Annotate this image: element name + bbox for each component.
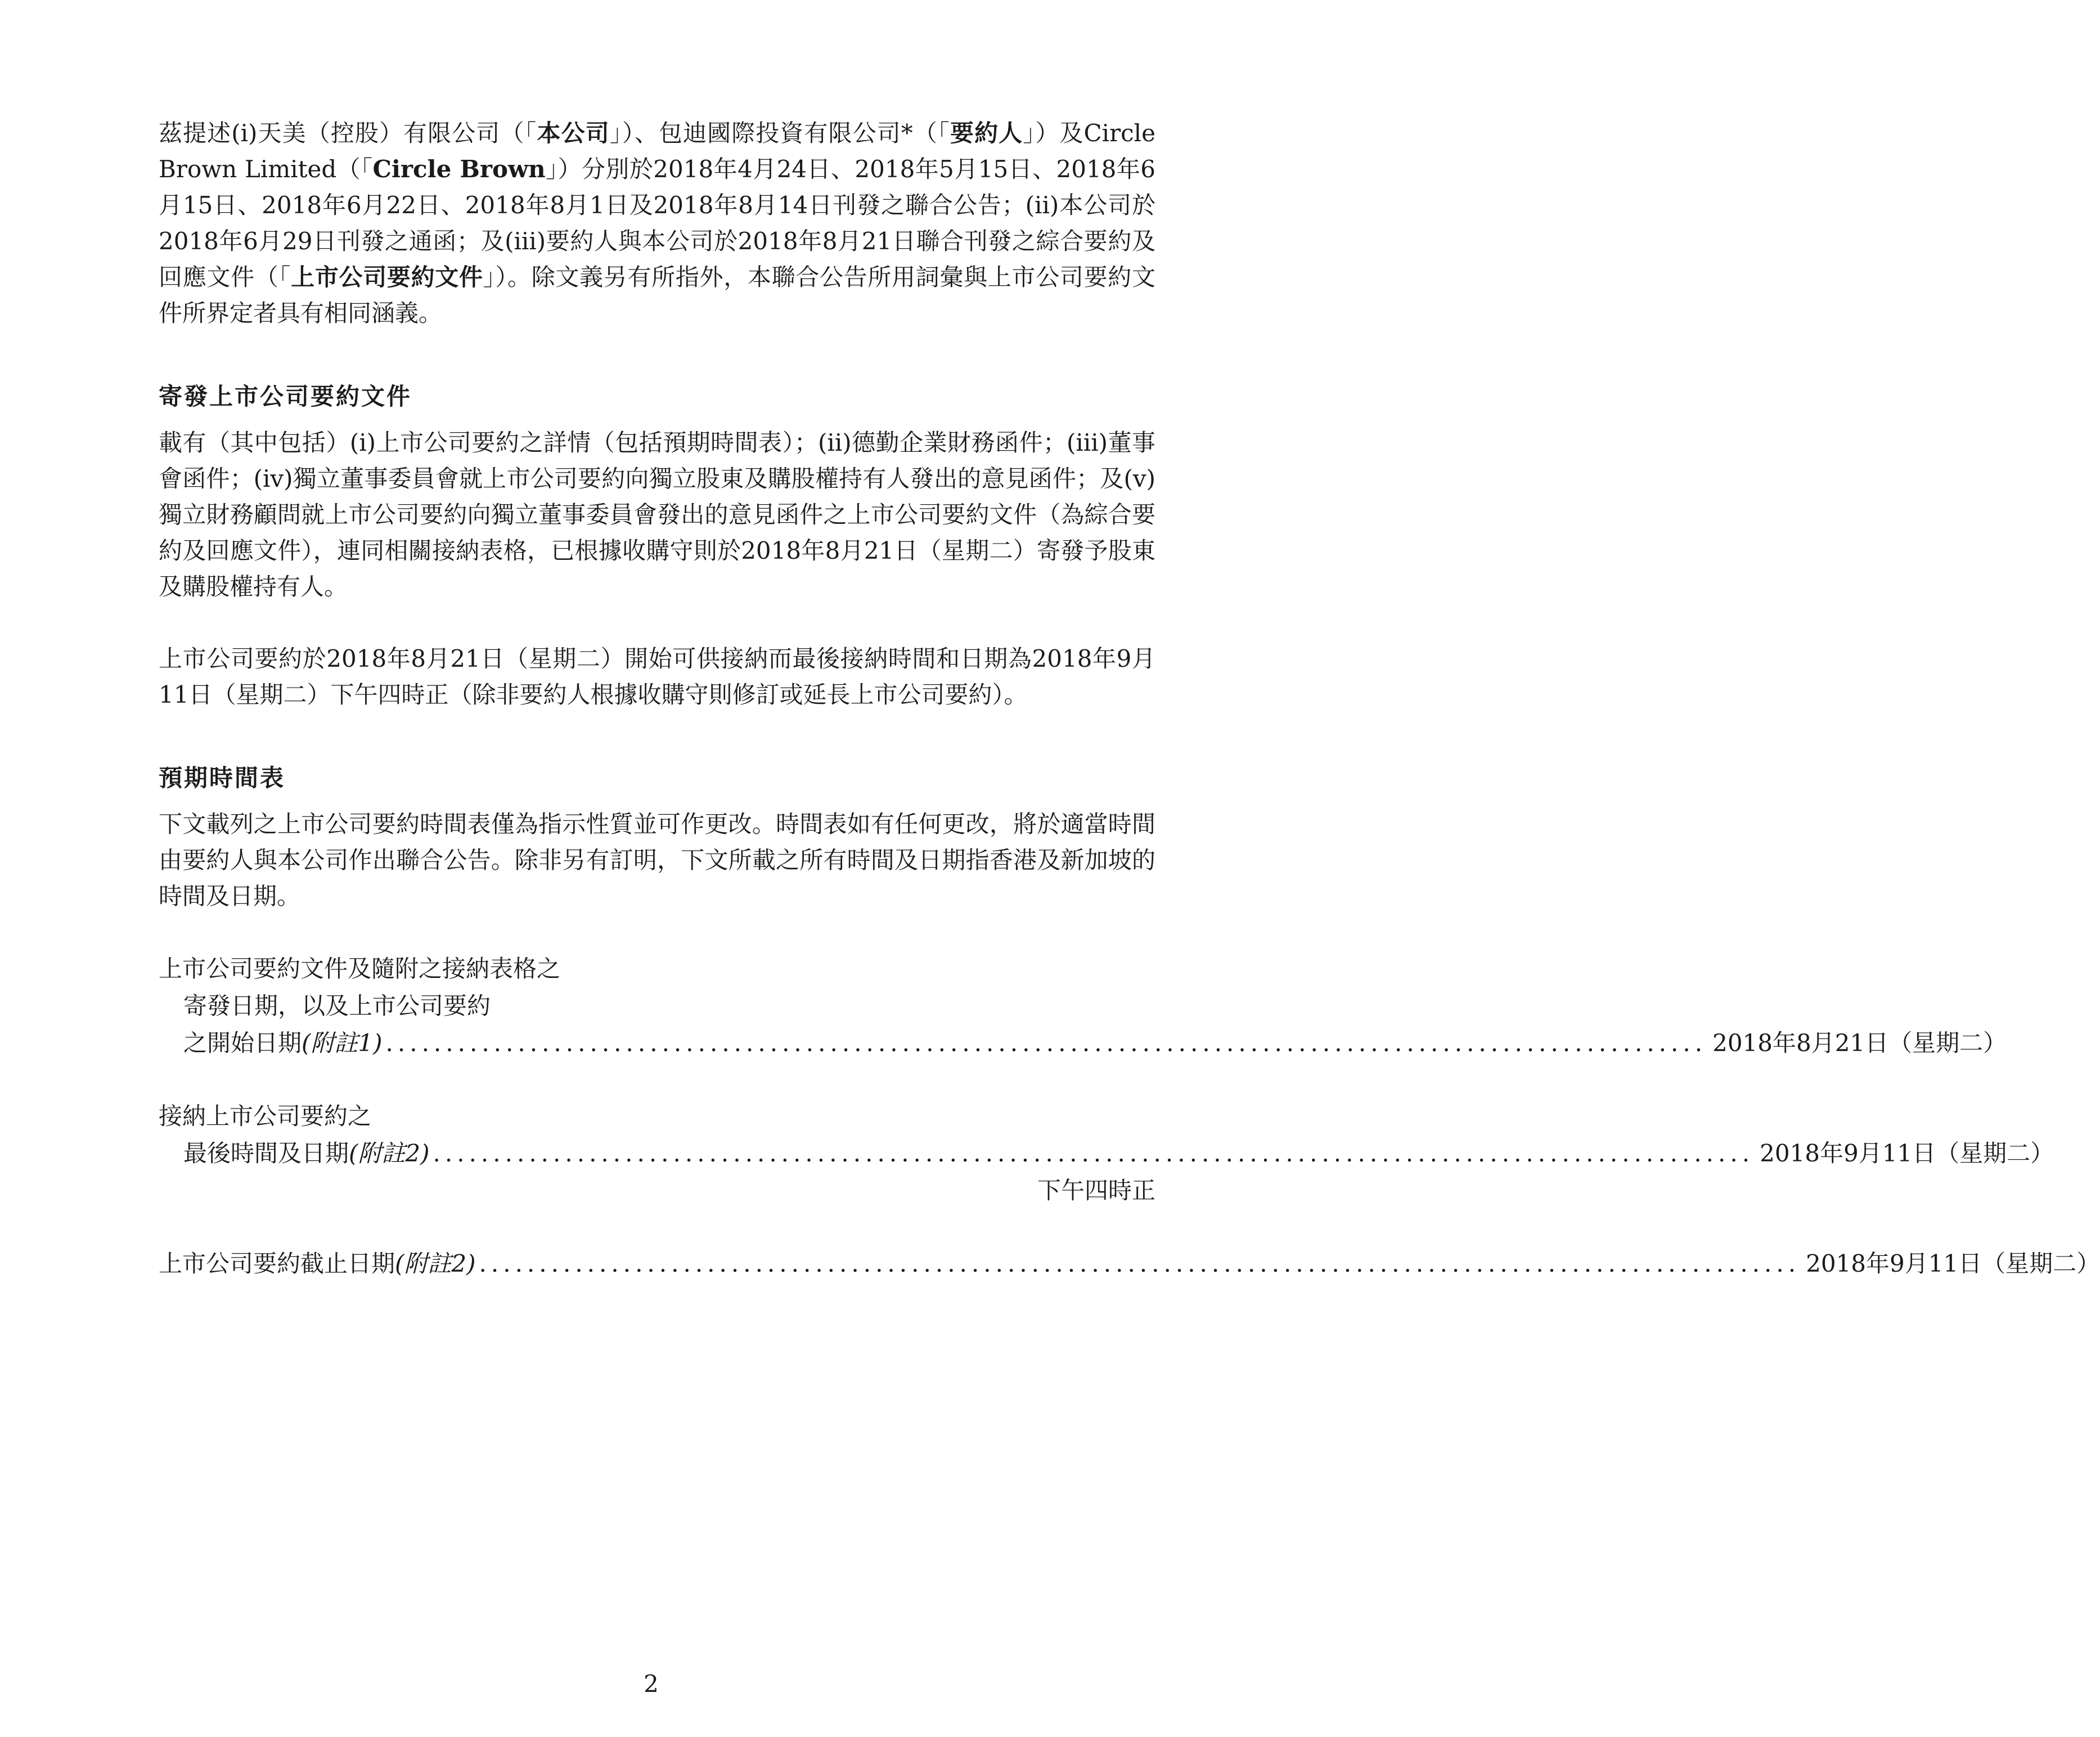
- intro-text-3: 」）及Circle Brown Limited（「: [159, 119, 1155, 183]
- timetable-line: [159, 1245, 2100, 1282]
- intro-text-2: 」）、包迪國際投資有限公司*（「: [609, 119, 951, 147]
- timetable-label: 最後時間及日期: [183, 1139, 349, 1167]
- section-heading-despatch: 寄發上市公司要約文件: [159, 383, 412, 410]
- timetable-entry-latest-acceptance: [159, 1098, 2054, 1209]
- section-heading-timetable: 預期時間表: [159, 764, 286, 792]
- timetable-note-ref: (附註2): [349, 1139, 430, 1167]
- timetable-line: [159, 1135, 2054, 1172]
- intro-text-1: 茲提述(i)天美（控股）有限公司（「: [159, 119, 537, 147]
- dot-leader: ..............................................................................................................: [433, 1139, 1755, 1167]
- timetable-date: 2018年9月11日（星期二）: [1760, 1139, 2054, 1167]
- timetable-label: 上市公司要約文件及隨附之接納表格之: [159, 955, 561, 982]
- circle-brown-defined-term: Circle Brown: [372, 155, 546, 183]
- offeror-defined-term: 要約人: [950, 119, 1023, 147]
- timetable-entry-closing-date: [159, 1245, 2100, 1282]
- timetable-line: [159, 988, 1155, 1025]
- timetable-line: [159, 1025, 2007, 1062]
- timetable-label: 寄發日期，以及上市公司要約: [183, 992, 491, 1020]
- intro-text-5: 」）。除文義另有所指外，本聯合公告所用詞彙與上市公司要約文件所界定者具有相同涵義。: [159, 263, 1155, 327]
- timetable-intro-paragraph: 下文載列之上市公司要約時間表僅為指示性質並可作更改。時間表如有任何更改，將於適當時間由要約人與本公司作出聯合公告。除非另有訂明，下文所載之所有時間及日期指香港及新加坡的時間及日期。: [159, 810, 1155, 910]
- company-defined-term: 本公司: [537, 119, 610, 147]
- timetable-time: 下午四時正: [1037, 1177, 1155, 1204]
- timetable-entry-despatch: [159, 950, 2007, 1062]
- despatch-paragraph: 載有（其中包括）(i)上市公司要約之詳情（包括預期時間表）；(ii)德勤企業財務函件；(iii)董事會函件；(iv)獨立董事委員會就上市公司要約向獨立股東及購股權持有人發出的意見函件；及(v)獨立財務顧問就上市公司要約向獨立董事委員會發出的意見函件之上市公司要約文件（為綜合要約及回應文件），連同相關接納表格，已根據收購守則於2018年8月21日（星期二）寄發予股東及購股權持有人。: [159, 429, 1155, 600]
- timetable-line: [159, 1098, 1155, 1135]
- timetable-label: 接納上市公司要約之: [159, 1102, 372, 1130]
- page-number: 2: [644, 1670, 659, 1698]
- timetable-label: 之開始日期: [183, 1029, 302, 1057]
- document-page: [159, 115, 2100, 1282]
- timetable-note-ref: (附註2): [395, 1250, 476, 1277]
- offer-document-defined-term: 上市公司要約文件: [291, 263, 483, 291]
- intro-paragraph: [159, 115, 1155, 331]
- timetable-label: 上市公司要約截止日期: [159, 1250, 395, 1277]
- timetable-line: [159, 950, 1155, 988]
- dot-leader: ..............................................................................................................: [385, 1029, 1707, 1057]
- acceptance-paragraph: 上市公司要約於2018年8月21日（星期二）開始可供接納而最後接納時間和日期為2018年9月11日（星期二）下午四時正（除非要約人根據收購守則修訂或延長上市公司要約）。: [159, 645, 1155, 708]
- timetable-note-ref: (附註1): [302, 1029, 383, 1057]
- timetable-date: 2018年8月21日（星期二）: [1712, 1029, 2007, 1057]
- intro-text-4: 」）分別於2018年4月24日、2018年5月15日、2018年6月15日、2018年6月22日、2018年8月1日及2018年8月14日刊發之聯合公告；(ii)本公司於2018年6月29日刊發之通函；及(iii)要約人與本公司於2018年8月21日聯合刊發之綜合要約及回應文件（「: [159, 155, 1155, 291]
- dot-leader: ..............................................................................................................: [479, 1250, 1801, 1277]
- timetable-date: 2018年9月11日（星期二）: [1806, 1250, 2100, 1277]
